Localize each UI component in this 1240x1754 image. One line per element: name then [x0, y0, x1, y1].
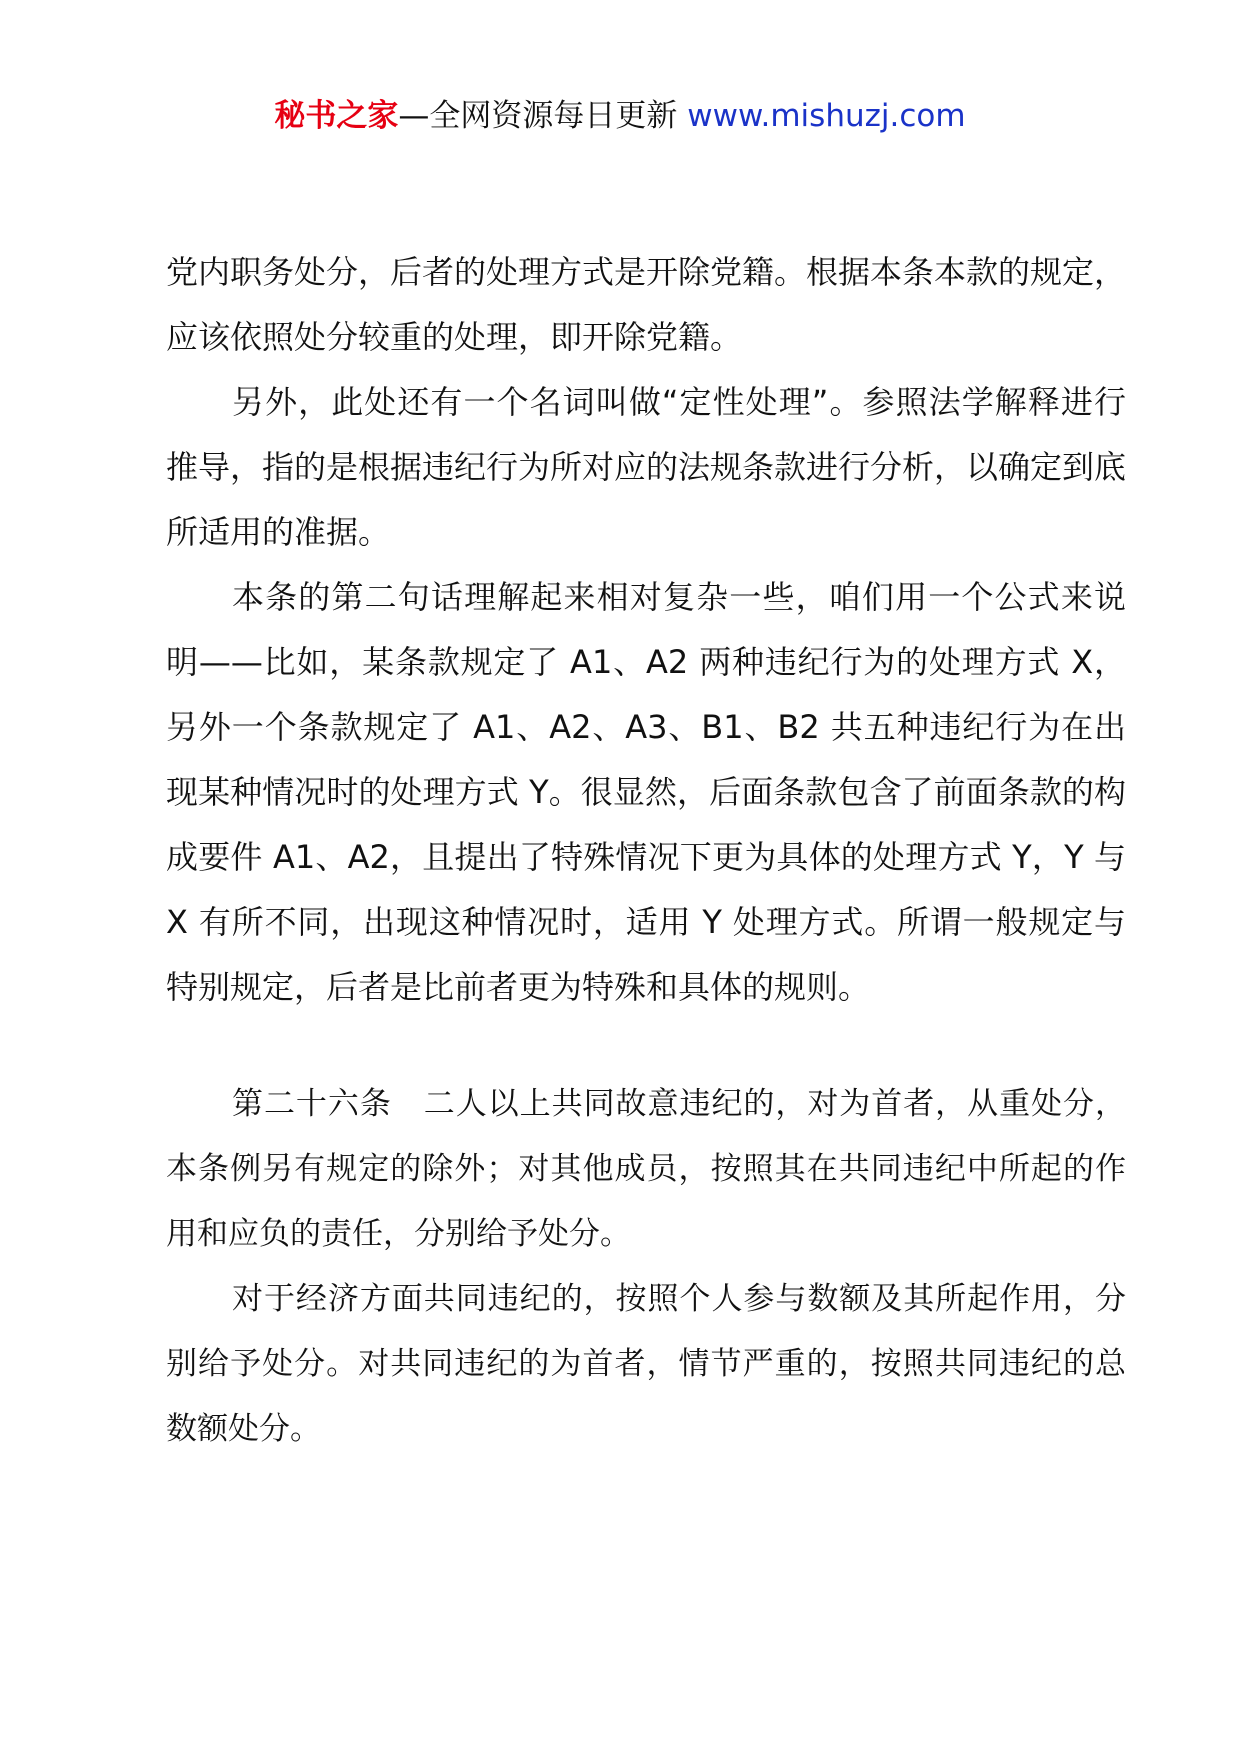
section-gap: [166, 1020, 1126, 1072]
article-paragraph: 对于经济方面共同违纪的，按照个人参与数额及其所起作用，分别给予处分。对共同违纪的为首者，情节严重的，按照共同违纪的总数额处分。: [166, 1281, 1126, 1447]
page-header: [0, 96, 1240, 136]
document-body: [166, 240, 1126, 1462]
paragraph-explanation: 本条的第二句话理解起来相对复杂一些，咱们用一个公式来说明——比如，某条款规定了 A1、A2 两种违纪行为的处理方式 X，另外一个条款规定了 A1、A2、A3、B1、B2 共五种违纪行为在出现某种情况时的处理方式 Y。很显然，后面条款包含了前面条款的构成要件 A1、A2，且提出了特殊情况下更为具体的处理方式 Y，Y 与 X 有所不同，出现这种情况时，适用 Y 处理方式。所谓一般规定与特别规定，后者是比前者更为特殊和具体的规则。: [166, 578, 1126, 1006]
site-brand: 秘书之家: [274, 98, 399, 134]
site-url[interactable]: www.mishuzj.com: [687, 98, 966, 134]
paragraph-continuation: 党内职务处分，后者的处理方式是开除党籍。根据本条本款的规定，应该依照处分较重的处理，即开除党籍。: [166, 253, 1127, 356]
site-tagline: —全网资源每日更新: [398, 98, 688, 134]
article-26: [166, 1072, 1126, 1462]
article-paragraph: 第二十六条 二人以上共同故意违纪的，对为首者，从重处分，本条例另有规定的除外；对其他成员，按照其在共同违纪中所起的作用和应负的责任，分别给予处分。: [166, 1086, 1126, 1252]
paragraph-definition: 另外，此处还有一个名词叫做“定性处理”。参照法学解释进行推导，指的是根据违纪行为所对应的法规条款进行分析，以确定到底所适用的准据。: [166, 383, 1127, 551]
